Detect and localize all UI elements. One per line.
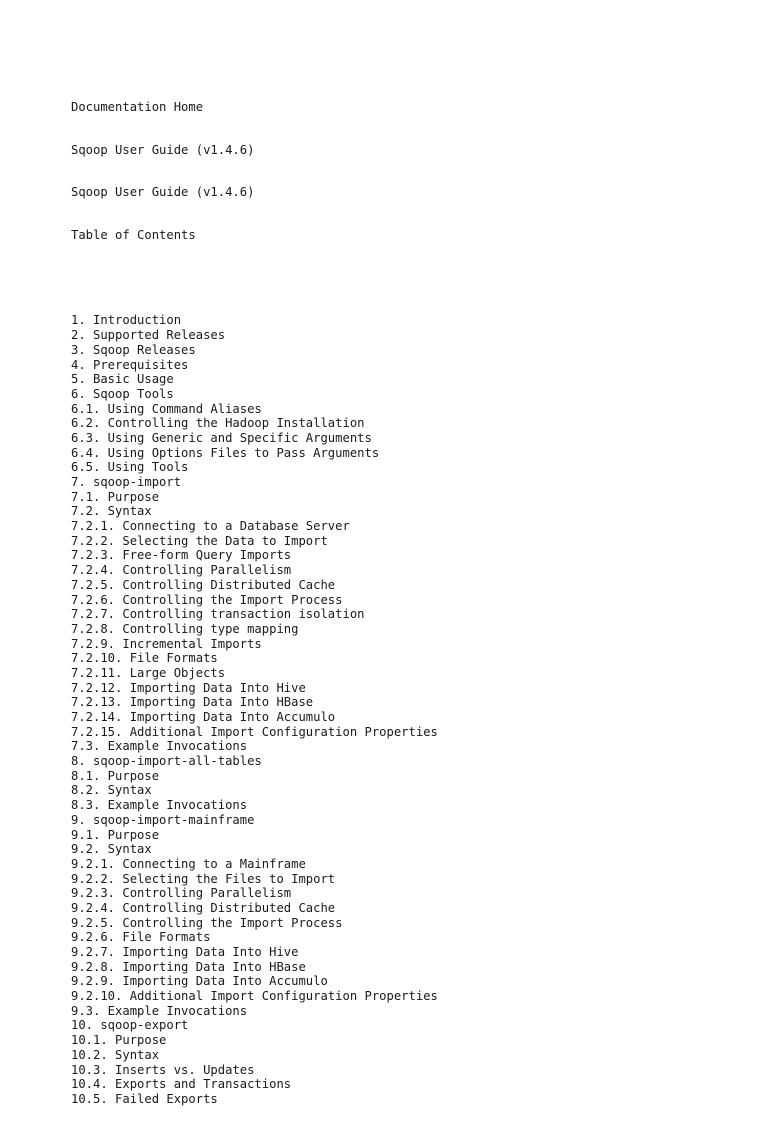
toc-link[interactable]: 6. Sqoop Tools bbox=[71, 386, 174, 401]
documentation-home-link[interactable]: Documentation Home bbox=[71, 100, 204, 114]
table-of-contents bbox=[71, 313, 438, 1106]
toc-link[interactable]: 7. sqoop-import bbox=[71, 475, 182, 489]
toc-link[interactable]: 7.1. Purpose bbox=[71, 489, 160, 504]
toc-link[interactable]: 8.1. Purpose bbox=[71, 768, 160, 783]
toc-spacer bbox=[71, 271, 438, 286]
toc-link[interactable]: 7.2.7. Controlling transaction isolation bbox=[71, 607, 365, 622]
guide-title: Sqoop User Guide (v1.4.6) bbox=[71, 142, 255, 157]
toc-link[interactable]: 10.2. Syntax bbox=[71, 1047, 160, 1062]
toc-link[interactable]: 9.2.4. Controlling Distributed Cache bbox=[71, 900, 336, 915]
toc-link[interactable]: 8.3. Example Invocations bbox=[71, 798, 248, 813]
toc-link[interactable]: 6.4. Using Options Files to Pass Arguments bbox=[71, 445, 380, 460]
toc-link[interactable]: 7.2.3. Free-form Query Imports bbox=[71, 548, 292, 563]
toc-link[interactable]: 7.2. Syntax bbox=[71, 504, 152, 519]
toc-link[interactable]: 10.3. Inserts vs. Updates bbox=[71, 1062, 255, 1077]
toc-link[interactable]: 9.2.5. Controlling the Import Process bbox=[71, 915, 343, 930]
toc-link[interactable]: 6.1. Using Command Aliases bbox=[71, 401, 262, 416]
toc-link[interactable]: 9.2.2. Selecting the Files to Import bbox=[71, 871, 336, 886]
toc-link[interactable]: 9.2.10. Additional Import Configuration Properties bbox=[71, 989, 438, 1004]
toc-link[interactable]: 5. Basic Usage bbox=[71, 372, 174, 387]
toc-link[interactable]: 9.2.3. Controlling Parallelism bbox=[71, 886, 292, 901]
toc-link[interactable]: 9.2.9. Importing Data Into Accumulo bbox=[71, 974, 328, 989]
toc-link[interactable]: 10.5. Failed Exports bbox=[71, 1091, 218, 1106]
toc-link[interactable]: 3. Sqoop Releases bbox=[71, 342, 196, 357]
toc-link[interactable]: 4. Prerequisites bbox=[71, 357, 189, 372]
toc-link[interactable]: 7.2.13. Importing Data Into HBase bbox=[71, 695, 314, 710]
toc-link[interactable]: 9.2.7. Importing Data Into Hive bbox=[71, 945, 299, 959]
toc-link[interactable]: 7.2.14. Importing Data Into Accumulo bbox=[71, 710, 336, 724]
toc-link[interactable]: 2. Supported Releases bbox=[71, 328, 226, 343]
toc-link[interactable]: 1. Introduction bbox=[71, 313, 182, 328]
toc-heading: Table of Contents bbox=[71, 228, 196, 243]
toc-link[interactable]: 7.2.5. Controlling Distributed Cache bbox=[71, 577, 336, 592]
document-page bbox=[71, 72, 438, 1121]
toc-link[interactable]: 10. sqoop-export bbox=[71, 1018, 189, 1033]
toc-link[interactable]: 10.1. Purpose bbox=[71, 1033, 167, 1048]
guide-title-repeat: Sqoop User Guide (v1.4.6) bbox=[71, 185, 255, 200]
toc-link[interactable]: 7.2.8. Controlling type mapping bbox=[71, 621, 299, 636]
toc-link[interactable]: 6.2. Controlling the Hadoop Installation bbox=[71, 416, 365, 431]
toc-link[interactable]: 9.2.8. Importing Data Into HBase bbox=[71, 959, 306, 974]
toc-link[interactable]: 9.2. Syntax bbox=[71, 842, 152, 857]
toc-link[interactable]: 10.4. Exports and Transactions bbox=[71, 1077, 292, 1092]
toc-link[interactable]: 7.2.11. Large Objects bbox=[71, 665, 226, 680]
toc-link[interactable]: 7.3. Example Invocations bbox=[71, 739, 248, 754]
toc-link[interactable]: 7.2.12. Importing Data Into Hive bbox=[71, 680, 306, 695]
toc-link[interactable]: 7.2.15. Additional Import Configuration Properties bbox=[71, 724, 438, 739]
toc-link[interactable]: 7.2.6. Controlling the Import Process bbox=[71, 592, 343, 607]
toc-link[interactable]: 9. sqoop-import-mainframe bbox=[71, 812, 255, 827]
toc-link[interactable]: 6.3. Using Generic and Specific Arguments bbox=[71, 430, 372, 445]
toc-link[interactable]: 7.2.10. File Formats bbox=[71, 651, 218, 666]
toc-link[interactable]: 7.2.4. Controlling Parallelism bbox=[71, 563, 292, 578]
toc-link[interactable]: 8.2. Syntax bbox=[71, 783, 152, 798]
toc-link[interactable]: 6.5. Using Tools bbox=[71, 460, 189, 475]
toc-link[interactable]: 9.1. Purpose bbox=[71, 827, 160, 842]
toc-link[interactable]: 9.2.1. Connecting to a Mainframe bbox=[71, 856, 306, 871]
toc-link[interactable]: 7.2.1. Connecting to a Database Server bbox=[71, 519, 350, 534]
toc-link[interactable]: 9.2.6. File Formats bbox=[71, 930, 211, 945]
toc-link[interactable]: 7.2.9. Incremental Imports bbox=[71, 636, 262, 651]
toc-link[interactable]: 7.2.2. Selecting the Data to Import bbox=[71, 533, 328, 548]
toc-link[interactable]: 9.3. Example Invocations bbox=[71, 1003, 248, 1018]
toc-link[interactable]: 8. sqoop-import-all-tables bbox=[71, 754, 262, 769]
